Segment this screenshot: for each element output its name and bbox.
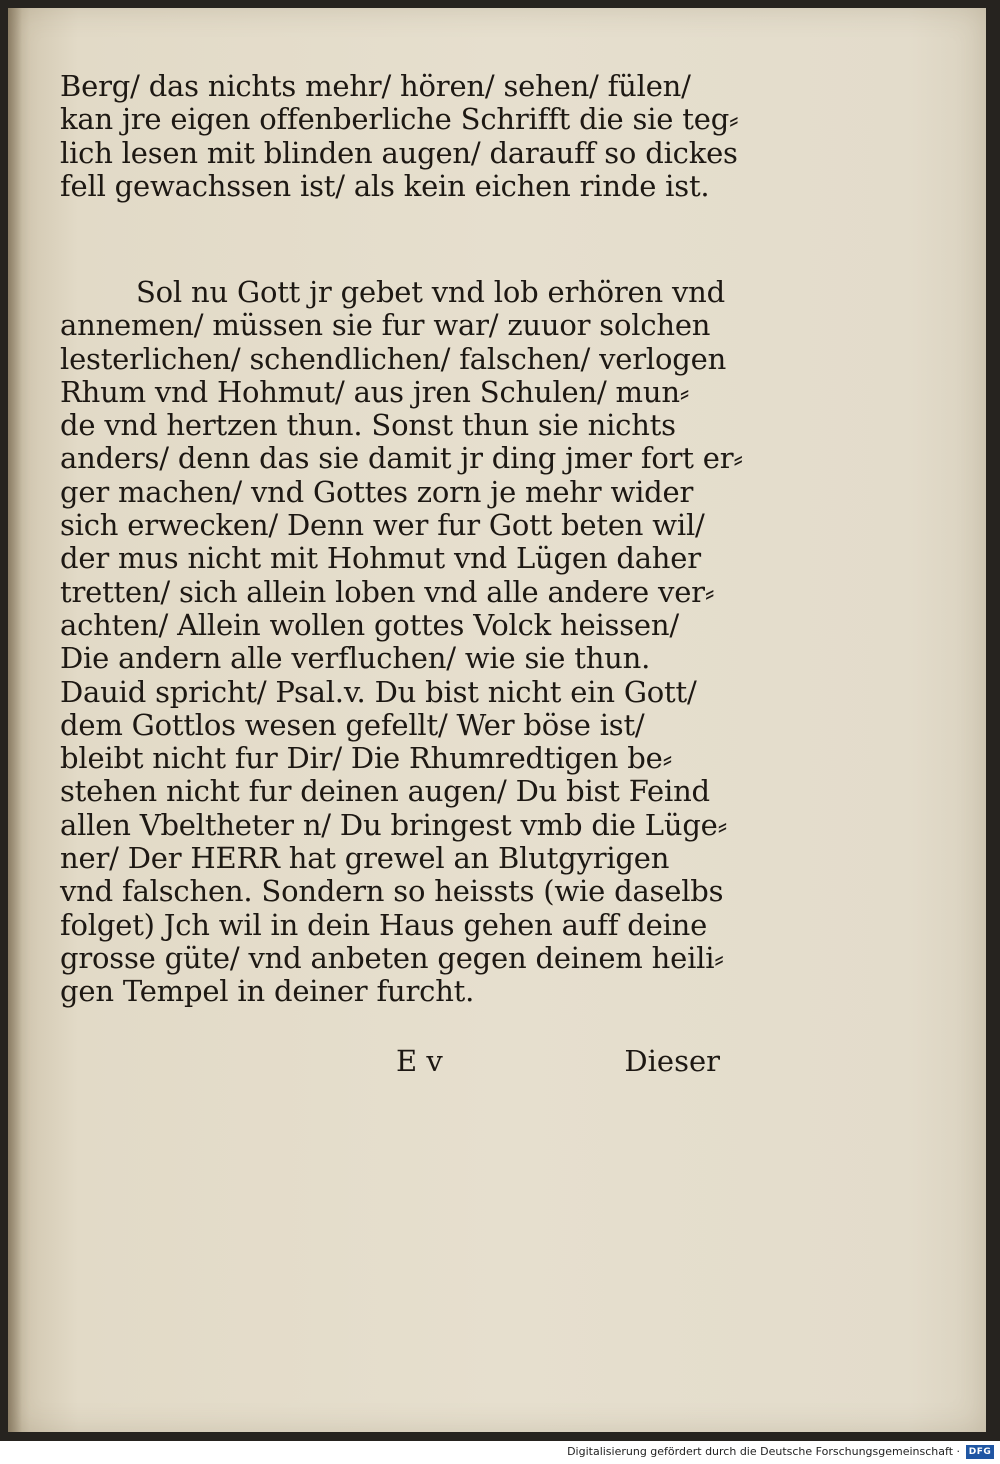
text-line: Sol nu Gott jr gebet vnd lob erhören vnd [136,275,726,309]
text-line: achten/ Allein wollen gottes Volck heissen/ [60,607,679,642]
text-line: fell gewachssen ist/ als kein eichen rinde ist. [60,168,710,203]
text-line: lich lesen mit blinden augen/ darauff so dickes [60,135,738,170]
digitization-credit-bar [0,1441,1000,1464]
text-line: sich erwecken/ Denn wer fur Gott beten wil/ [60,508,705,543]
text-line: stehen nicht fur deinen augen/ Du bist Feind [60,774,710,809]
text-line: anders/ denn das sie damit jr ding jmer fort er⸗ [60,441,743,476]
paragraph-1 [60,70,740,203]
text-line: bleibt nicht fur Dir/ Die Rhumredtigen be⸗ [60,741,673,776]
text-line: annemen/ müssen sie fur war/ zuuor solchen [60,308,711,343]
text-line: tretten/ sich allein loben vnd alle andere ver⸗ [60,574,715,609]
text-line: der mus nicht mit Hohmut vnd Lügen daher [60,541,701,576]
paragraph-2 [60,275,743,1009]
catchword: Dieser [624,1044,720,1078]
text-line: grosse güte/ vnd anbeten gegen deinem heili⸗ [60,940,724,975]
book-page [8,8,986,1432]
text-line: Die andern alle verfluchen/ wie sie thun. [60,641,651,676]
text-line: lesterlichen/ schendlichen/ falschen/ verlogen [60,341,727,376]
text-line: ger machen/ vnd Gottes zorn je mehr wider [60,474,694,509]
text-line: Berg/ das nichts mehr/ hören/ sehen/ fülen/ [60,69,691,103]
dfg-logo-icon: DFG [966,1445,994,1459]
text-line: kan jre eigen offenberliche Schrifft die sie teg⸗ [60,102,739,137]
credit-text: Digitalisierung gefördert durch die Deutsche Forschungsgemeinschaft · [567,1445,960,1458]
page-foot [60,1044,720,1084]
signature-mark: E v [396,1044,443,1078]
text-line: Dauid spricht/ Psal.v. Du bist nicht ein Gott/ [60,674,697,709]
text-line: folget) Jch wil in dein Haus gehen auff deine [60,907,708,942]
text-line: allen Vbeltheter n/ Du bringest vmb die Lüge⸗ [60,807,728,842]
text-line: gen Tempel in deiner furcht. [60,974,475,1009]
text-line: de vnd hertzen thun. Sonst thun sie nichts [60,408,676,443]
text-line: vnd falschen. Sondern so heissts (wie daselbs [60,874,724,909]
text-line: Rhum vnd Hohmut/ aus jren Schulen/ mun⸗ [60,374,690,409]
text-line: ner/ Der HERR hat grewel an Blutgyrigen [60,841,670,876]
text-line: dem Gottlos wesen gefellt/ Wer böse ist/ [60,707,645,742]
